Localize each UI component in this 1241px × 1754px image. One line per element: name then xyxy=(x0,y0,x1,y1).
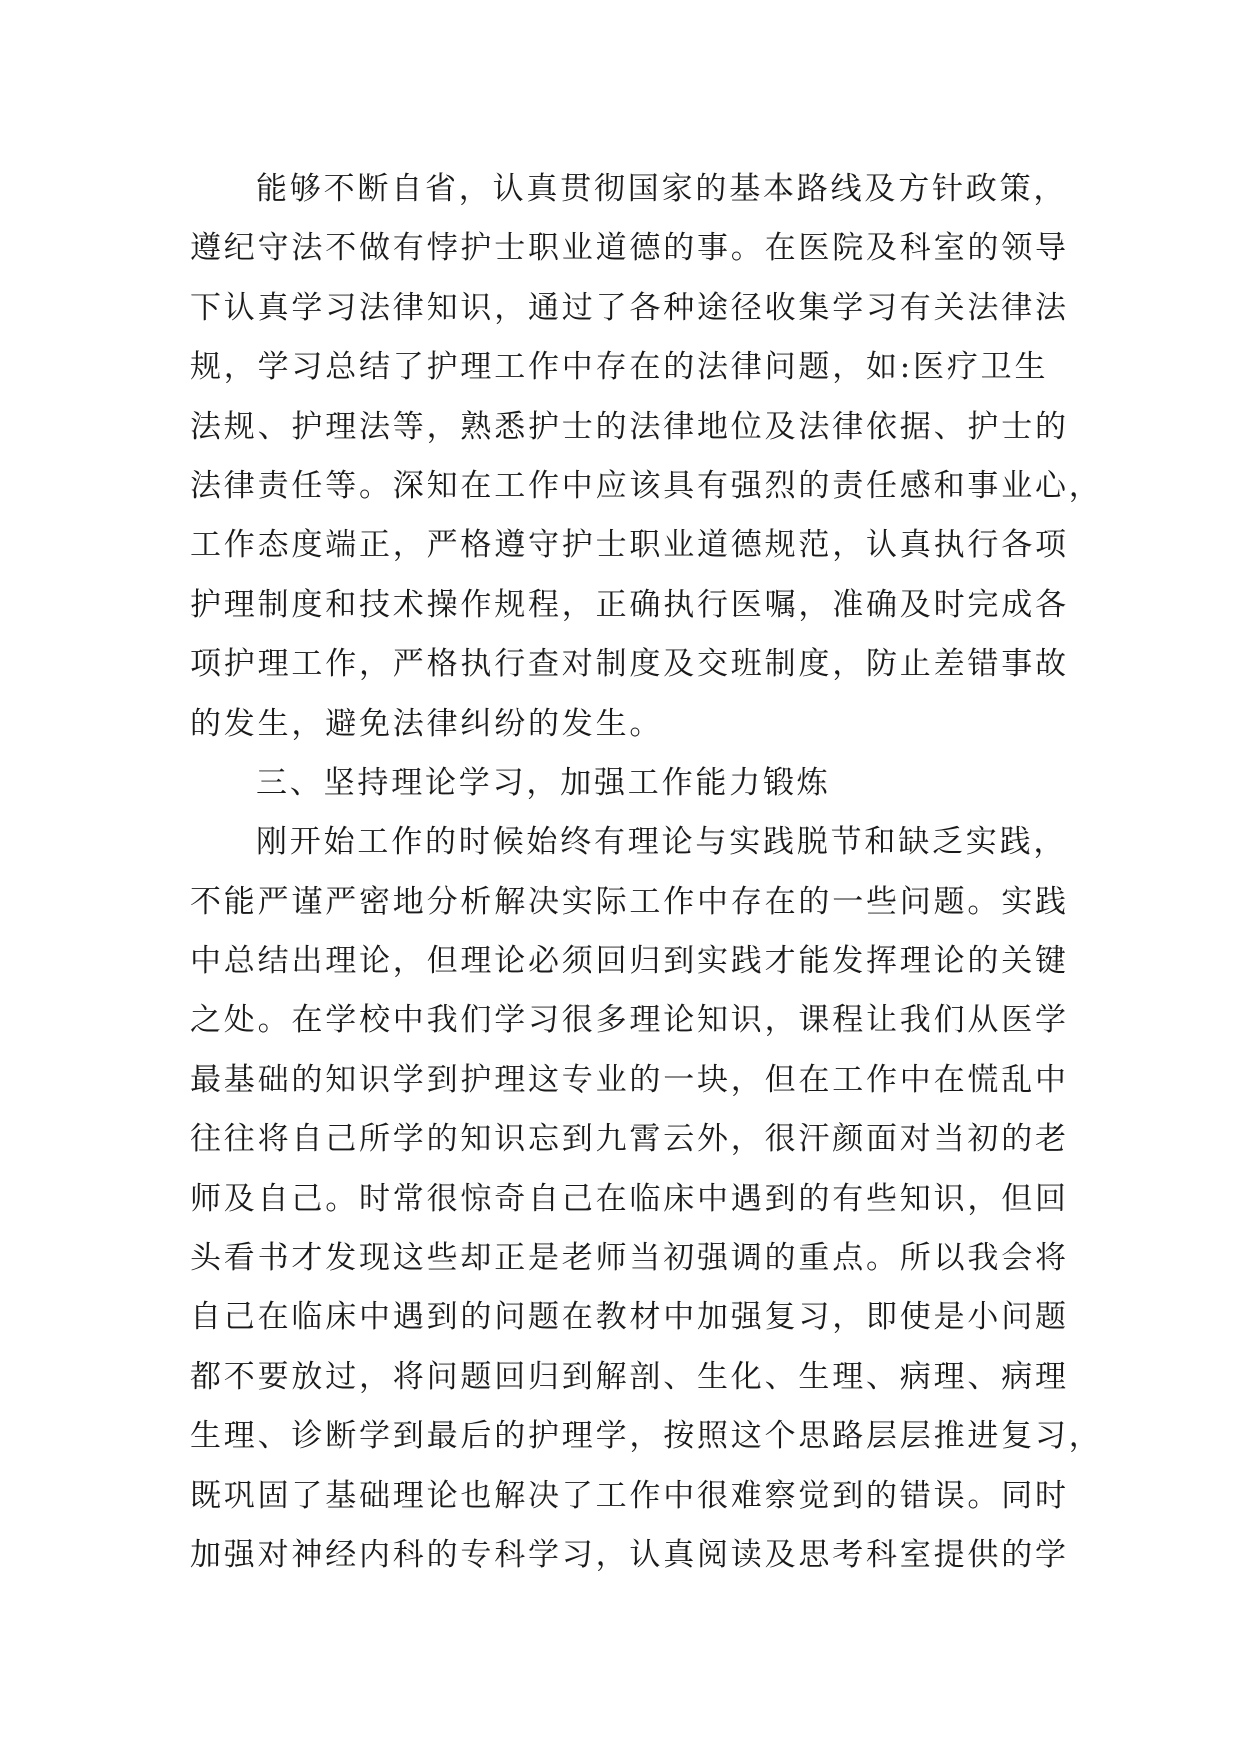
paragraph-line: 工作态度端正，严格遵守护士职业道德规范，认真执行各项 xyxy=(190,527,1069,564)
paragraph-line: 的发生，避免法律纠纷的发生。 xyxy=(190,705,664,742)
paragraph-line: 护理制度和技术操作规程，正确执行医嘱，准确及时完成各 xyxy=(190,586,1069,623)
paragraph-line: 不能严谨严密地分析解决实际工作中存在的一些问题。实践 xyxy=(190,883,1069,920)
paragraph-line: 遵纪守法不做有悖护士职业道德的事。在医院及科室的领导 xyxy=(190,230,1069,267)
paragraph-line: 法规、护理法等，熟悉护士的法律地位及法律依据、护士的 xyxy=(190,408,1069,445)
paragraph-line: 既巩固了基础理论也解决了工作中很难察觉到的错误。同时 xyxy=(190,1477,1069,1514)
paragraph-line: 刚开始工作的时候始终有理论与实践脱节和缺乏实践， xyxy=(256,824,1068,861)
paragraph-line: 规，学习总结了护理工作中存在的法律问题，如:医疗卫生 xyxy=(190,349,1049,386)
paragraph-line: 项护理工作，严格执行查对制度及交班制度，防止差错事故 xyxy=(190,646,1069,683)
paragraph-line: 能够不断自省，认真贯彻国家的基本路线及方针政策， xyxy=(256,171,1068,207)
paragraph-line: 之处。在学校中我们学习很多理论知识，课程让我们从医学 xyxy=(190,1002,1069,1039)
paragraph-line: 都不要放过，将问题回归到解剖、生化、生理、病理、病理 xyxy=(190,1358,1069,1395)
paragraph-line: 生理、诊断学到最后的护理学，按照这个思路层层推进复习， xyxy=(190,1418,1103,1455)
paragraph-line: 自己在临床中遇到的问题在教材中加强复习，即使是小问题 xyxy=(190,1299,1069,1336)
section-heading: 三、坚持理论学习，加强工作能力锻炼 xyxy=(256,764,831,801)
paragraph-line: 加强对神经内科的专科学习，认真阅读及思考科室提供的学 xyxy=(190,1536,1069,1573)
paragraph-line: 中总结出理论，但理论必须回归到实践才能发挥理论的关键 xyxy=(190,943,1069,980)
paragraph-line: 最基础的知识学到护理这专业的一块，但在工作中在慌乱中 xyxy=(190,1061,1069,1098)
paragraph-line: 往往将自己所学的知识忘到九霄云外，很汗颜面对当初的老 xyxy=(190,1121,1069,1158)
paragraph-line: 师及自己。时常很惊奇自己在临床中遇到的有些知识，但回 xyxy=(190,1180,1069,1217)
paragraph-line: 法律责任等。深知在工作中应该具有强烈的责任感和事业心， xyxy=(190,467,1103,504)
paragraph-line: 头看书才发现这些却正是老师当初强调的重点。所以我会将 xyxy=(190,1240,1069,1277)
paragraph-line: 下认真学习法律知识，通过了各种途径收集学习有关法律法 xyxy=(190,289,1069,326)
document-body xyxy=(190,160,1103,1585)
